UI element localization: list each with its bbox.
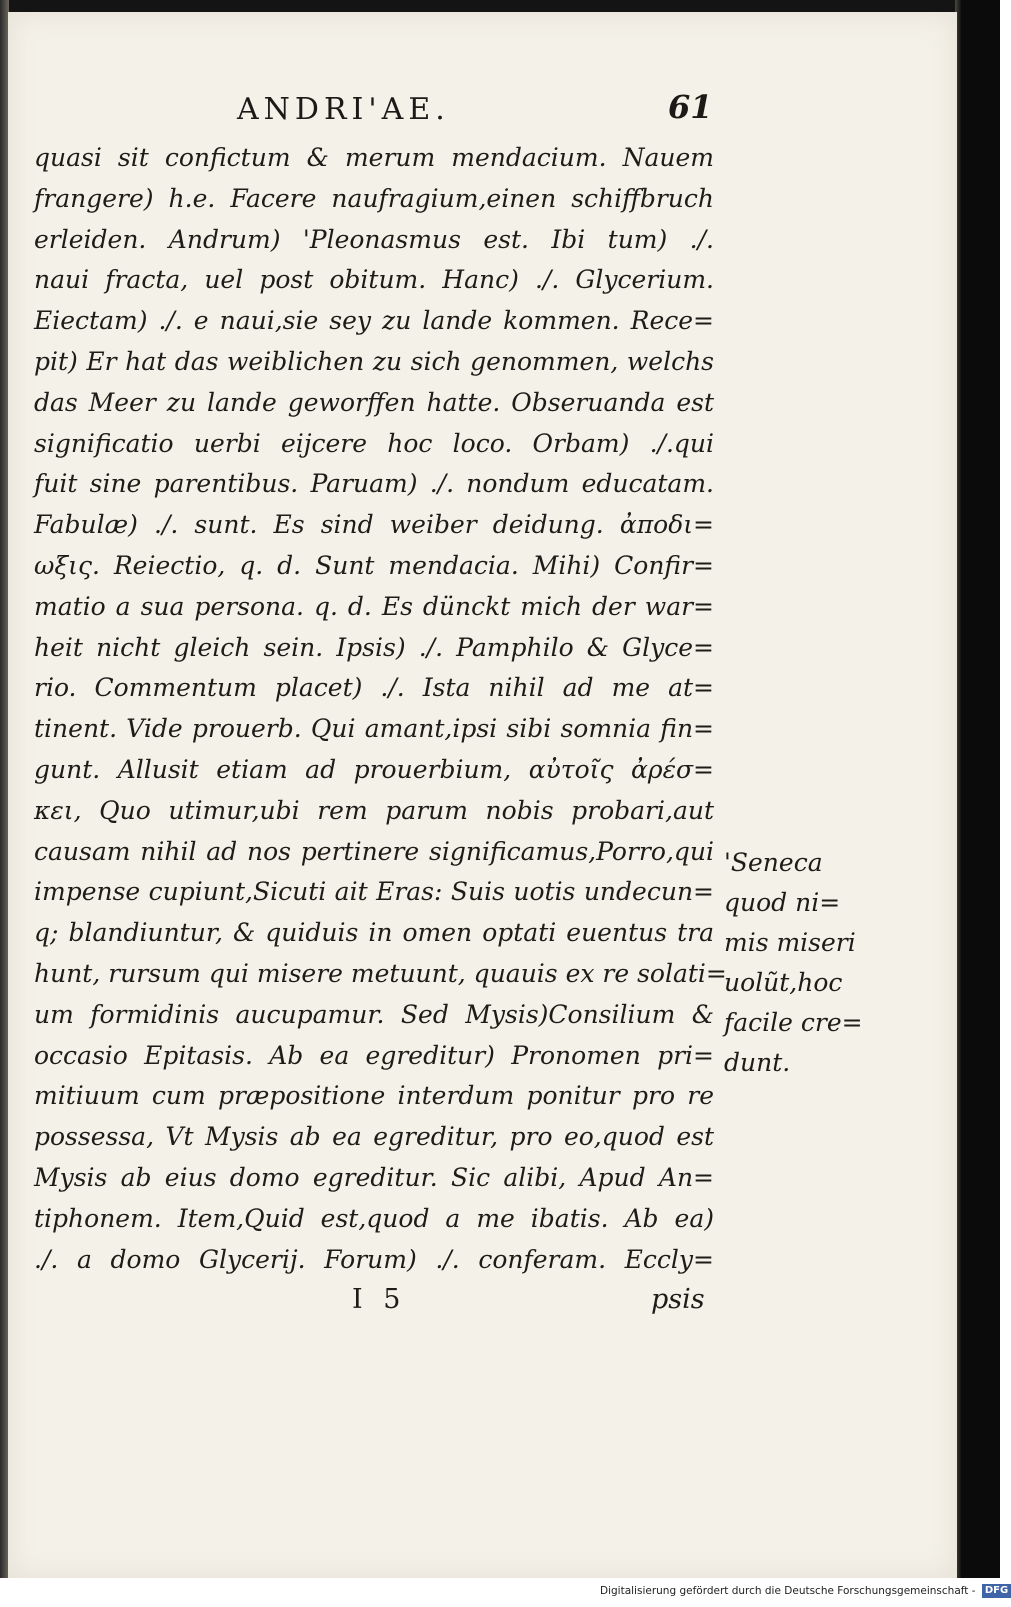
text-line: occasio Epitasis. Ab ea egreditur) Pronomen pri= <box>34 1040 714 1070</box>
credit-text: Digitalisierung gefördert durch die Deutsche Forschungsgemeinschaft - <box>600 1585 976 1597</box>
page-footer <box>0 1284 956 1324</box>
text-line: tinent. Vide prouerb. Qui amant,ipsi sibi somnia fin= <box>34 714 714 744</box>
marginal-note-line: 'Seneca <box>724 848 823 877</box>
text-line: erleiden. Andrum) 'Pleonasmus est. Ibi tum) ./. <box>34 224 714 254</box>
text-line: matio a sua persona. q. d. Es dünckt mich der war= <box>34 591 714 621</box>
text-line: ./. a domo Glycerij. Forum) ./. conferam. Eccly= <box>34 1244 714 1274</box>
text-line: q; blandiuntur, & quiduis in omen optati euentus tra <box>34 918 714 948</box>
text-line: gunt. Allusit etiam ad prouerbium, αὐτοῖς ἀρέσ= <box>34 754 714 784</box>
text-line: causam nihil ad nos pertinere significamus,Porro,qui <box>34 836 714 866</box>
commentary-body <box>34 138 727 1280</box>
text-line: Mysis ab eius domo egreditur. Sic alibi, Apud An= <box>34 1162 714 1192</box>
text-line: naui fracta, uel post obitum. Hanc) ./. Glycerium. <box>34 265 714 295</box>
text-line: ωξις. Reiectio, q. d. Sunt mendacia. Mihi) Confir= <box>34 550 714 580</box>
signature-mark: I 5 <box>352 1284 407 1315</box>
text-line: Eiectam) ./. e naui,sie sey zu lande kommen. Rece= <box>34 306 714 336</box>
page-number: 61 <box>668 88 713 126</box>
text-line: das Meer zu lande geworffen hatte. Obseruanda est <box>34 387 714 417</box>
text-line: Fabulæ) ./. sunt. Es sind weiber deidung. ἀποδι= <box>34 510 714 540</box>
catchword: psis <box>651 1284 705 1315</box>
marginal-note-line: uolũt,hoc <box>724 968 843 997</box>
marginal-note-line: facile cre= <box>724 1008 863 1037</box>
text-line: quasi sit confictum & merum mendacium. Nauem <box>34 143 714 172</box>
text-line: possessa, Vt Mysis ab ea egreditur, pro eo,quod est <box>34 1122 714 1152</box>
text-line: pit) Er hat das weiblichen zu sich genommen, welchs <box>34 346 714 376</box>
scan-right-edge <box>955 0 1000 1580</box>
marginal-note <box>724 843 863 1083</box>
marginal-note-line: quod ni= <box>724 888 841 917</box>
text-line: rio. Commentum placet) ./. Ista nihil ad me at= <box>34 673 714 703</box>
text-line: κει, Quo utimur,ubi rem parum nobis probari,aut <box>34 795 714 825</box>
text-line: um formidinis aucupamur. Sed Mysis)Consilium & <box>34 999 714 1029</box>
text-line: hunt, rursum qui misere metuunt, quauis ex re solati= <box>34 958 727 988</box>
dfg-logo: DFG <box>982 1584 1011 1598</box>
running-head: ANDRI'AE. <box>237 92 450 127</box>
digitization-credit <box>600 1584 1009 1598</box>
text-line: fuit sine parentibus. Paruam) ./. nondum educatam. <box>34 469 714 499</box>
text-line: impense cupiunt,Sicuti ait Eras: Suis uotis undecun= <box>34 877 714 907</box>
text-line: frangere) h.e. Facere naufragium,einen schiffbruch <box>34 183 714 213</box>
marginal-note-line: dunt. <box>724 1048 791 1077</box>
text-line: significatio uerbi eijcere hoc loco. Orbam) ./.qui <box>34 428 714 458</box>
marginal-note-line: mis miseri <box>724 928 856 957</box>
text-line: heit nicht gleich sein. Ipsis) ./. Pamphilo & Glyce= <box>34 632 714 662</box>
text-line: mitiuum cum præpositione interdum ponitur pro re <box>34 1081 714 1111</box>
text-line: tiphonem. Item,Quid est,quod a me ibatis. Ab ea) <box>34 1203 714 1233</box>
